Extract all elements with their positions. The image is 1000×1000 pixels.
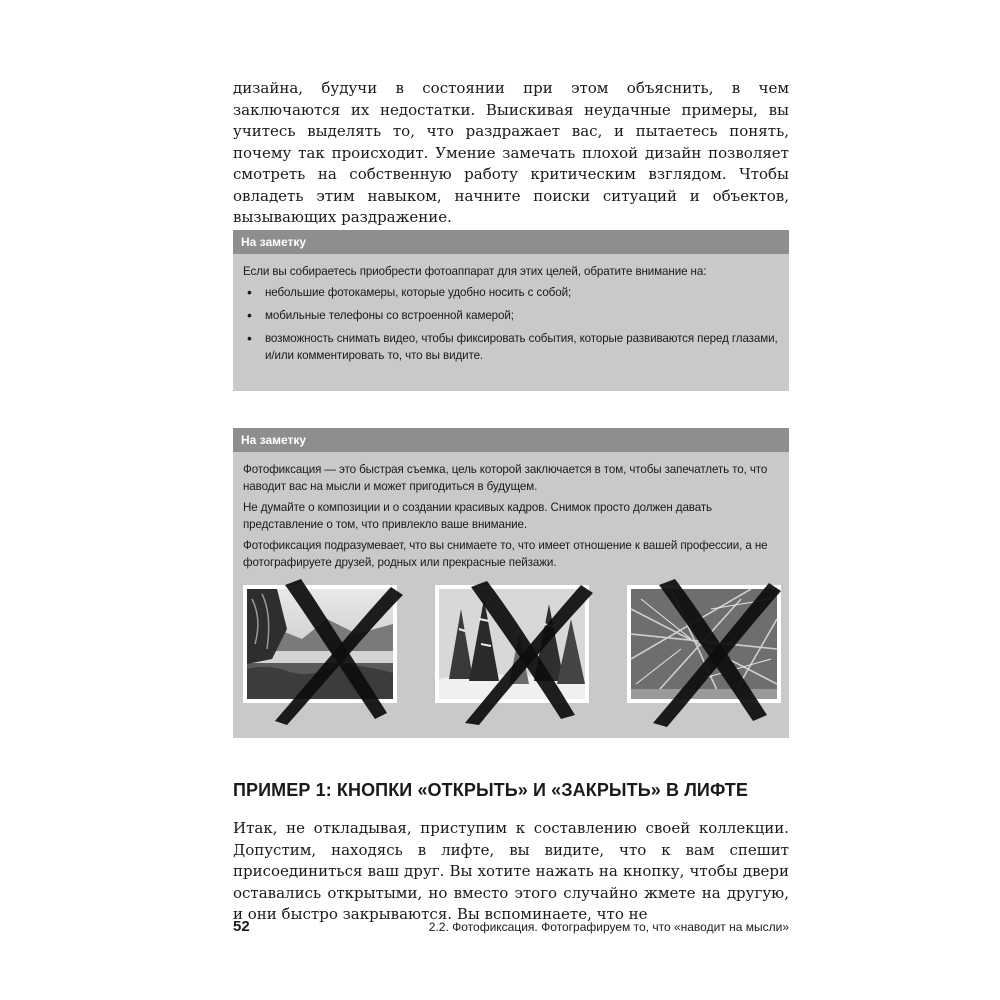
list-item: • небольшие фотокамеры, которые удобно носить с собой;: [243, 284, 779, 301]
page-number: 52: [233, 918, 250, 935]
cross-mark-icon: [641, 577, 791, 727]
note-paragraph: Не думайте о композиции и о создании красивых кадров. Снимок просто должен давать представление о том, что привлекло ваше внимание.: [243, 501, 712, 531]
section-paragraph: Итак, не откладывая, приступим к составлению своей коллекции. Допустим, находясь в лифте, вы видите, что к вам спешит присоединиться ваш друг. Вы хотите нажать на кнопку, чтобы двери оставались открытыми, но вместо этого случайно жмете на другую, и они быстро закрываются. Вы вспоминаете, что не: [233, 819, 789, 923]
note-bullet-list: [243, 284, 779, 364]
intro-paragraph: дизайна, будучи в состоянии при этом объяснить, в чем заключаются их недостатки. Выискивая неудачные примеры, вы учитесь выделять то, что раздражает вас, и пытаетесь понять, почему так происходит. Умение замечать плохой дизайн позволяет смотреть на собственную работу критическим взглядом. Чтобы овладеть этим навыком, начните поиски ситуаций и объектов, вызывающих раздражение.: [233, 79, 789, 226]
list-item: • возможность снимать видео, чтобы фиксировать события, которые развиваются перед глазами, и/или комментировать то, что вы видите.: [243, 330, 779, 364]
cross-mark-icon: [451, 577, 601, 727]
note-box-photofixation: [233, 428, 789, 738]
note-paragraph: Фотофиксация — это быстрая съемка, цель которой заключается в том, чтобы запечатлеть то, что наводит вас на мысли и может пригодиться в будущем.: [243, 463, 768, 493]
note-title: На заметку: [233, 428, 789, 452]
note-paragraph: Фотофиксация подразумевает, что вы снимаете то, что имеет отношение к вашей профессии, а не фотографируете друзей, родных или прекрасные пейзажи.: [243, 539, 768, 569]
cross-mark-icon: [263, 577, 413, 727]
intro-text-block: [233, 78, 789, 229]
list-item: • мобильные телефоны со встроенной камерой;: [243, 307, 779, 324]
note-lead: Если вы собираетесь приобрести фотоаппарат для этих целей, обратите внимание на:: [243, 265, 707, 278]
section-text-block: [233, 818, 789, 926]
photo-examples: [233, 577, 789, 747]
note-box-camera: [233, 230, 789, 391]
running-title: 2.2. Фотофиксация. Фотографируем то, что «наводит на мысли»: [428, 920, 789, 934]
note-title: На заметку: [233, 230, 789, 254]
page-footer: [233, 918, 789, 938]
section-heading: ПРИМЕР 1: КНОПКИ «ОТКРЫТЬ» И «ЗАКРЫТЬ» В ЛИФТЕ: [233, 780, 748, 800]
note-body: [233, 452, 789, 571]
note-body: [233, 254, 789, 364]
